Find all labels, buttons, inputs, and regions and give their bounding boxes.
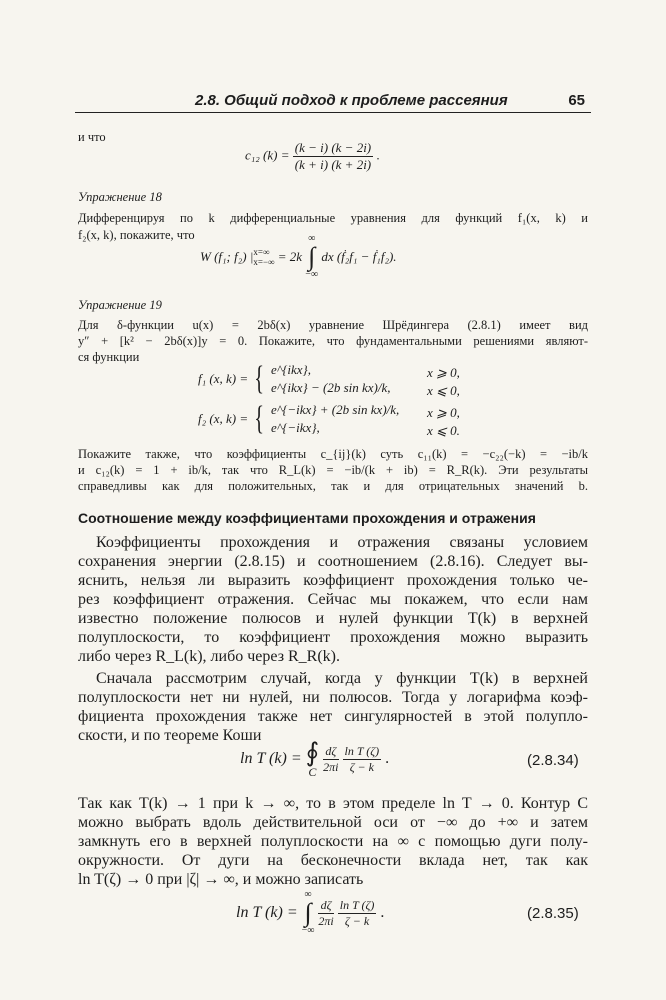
case-2: e^{ikx} − (2b sin kx)/k, — [270, 380, 391, 395]
contour-symbol: ∮ — [305, 738, 320, 767]
integral-lower-limit: −∞ — [305, 269, 319, 280]
piecewise-cases — [271, 401, 399, 437]
paragraph-line: фициента прохождения также нет сингулярностей в этой полупло- — [78, 708, 588, 725]
fraction — [323, 744, 338, 775]
f1-condition-2: x ⩽ 0, — [427, 383, 460, 398]
equation-lhs: c₁₂ (k) = — [245, 147, 290, 163]
fraction-denominator: 2πi — [323, 759, 339, 774]
case-1: e^{ikx}, — [270, 362, 311, 377]
evaluation-limits — [253, 247, 274, 267]
integral-upper-limit: ∞ — [304, 889, 312, 900]
exercise-19-line-2: y″ + [k² − 2bδ(x)]y = 0. Покажите, что фундаментальными решениями являют- — [78, 334, 588, 348]
equation-2-8-34 — [240, 740, 389, 778]
equation-tail: . — [385, 750, 390, 767]
equation-mid: = 2k — [277, 249, 303, 264]
paragraph-line: можно выбрать вдоль действительной оси от −∞ до +∞ и затем — [78, 814, 588, 831]
exercise-19-title: Упражнение 19 — [78, 298, 162, 312]
paragraph-line: замкнуть его в верхней полуплоскости на ∞ с помощью дуги полу- — [78, 833, 588, 850]
fraction-numerator: ln T (ζ) — [339, 897, 375, 912]
equation-number-2-8-35: (2.8.35) — [527, 905, 579, 922]
f2-condition-2: x ⩽ 0. — [427, 423, 460, 438]
equation-2-8-35 — [236, 890, 384, 936]
paragraph-line: окружности. От дуги на бесконечности вклада нет, так как — [78, 852, 588, 869]
paragraph-line: рез коэффициент отражения. Сейчас мы покажем, что если нам — [78, 591, 588, 608]
fraction-denominator: (k + i) (k + 2i) — [294, 157, 372, 172]
integrand: dx (ḟ₂f₁ − ḟ₁f₂). — [321, 249, 397, 264]
paragraph-line: либо через R_L(k), либо через R_R(k). — [78, 648, 341, 665]
page-number: 65 — [568, 92, 585, 109]
paragraph-line: Так как T(k) → 1 при k → ∞, то в этом пределе ln T → 0. Контур C — [78, 795, 588, 812]
fraction-numerator: (k − i) (k − 2i) — [294, 140, 372, 155]
paragraph-line: полуплоскости нет ни нулей, ни полюсов. Тогда у логарифма коэф- — [78, 689, 588, 706]
paragraph-line: сохранения энергии (2.8.15) и соотношением (2.8.16). Следует вы- — [78, 553, 588, 570]
piecewise-cases — [271, 361, 391, 397]
fraction-numerator: dζ — [318, 898, 333, 914]
equation-lhs: ln T (k) = — [240, 750, 302, 767]
paragraph-line: скости, и по теореме Коши — [78, 727, 262, 744]
exercise-19-line-4: Покажите также, что коэффициенты c_{ij}(k) суть c₁₁(k) = −c₂₂(−k) = −ib/k — [78, 447, 588, 461]
equation-f1: f₁ (x, k) = { e^{ikx}, e^{ikx} − (2b sin kx)/k, — [198, 360, 391, 397]
paragraph-line: яснить, нельзя ли выразить коэффициент прохождения только че- — [78, 572, 588, 589]
exercise-19-line-3: ся функции — [78, 350, 140, 364]
exercise-18-line-1: Дифференцируя по k дифференциальные уравнения для функций f₁(x, k) и — [78, 211, 588, 225]
contour-label: C — [308, 765, 317, 779]
f1-condition-1: x ⩾ 0, — [427, 365, 460, 380]
integral-upper-limit: ∞ — [308, 233, 316, 244]
case-2: e^{−ikx}, — [270, 420, 320, 435]
equation-number-2-8-34: (2.8.34) — [527, 752, 579, 769]
fraction — [318, 898, 333, 929]
integral-sign: ∞ ∫ −∞ — [301, 889, 315, 936]
fraction-numerator: dζ — [323, 744, 338, 760]
paragraph-line: известно положение полюсов и нулей функции T(k) в верхней — [78, 610, 588, 627]
equation-c12 — [245, 140, 380, 173]
equation-lhs: f₂ (x, k) = — [198, 411, 249, 426]
paragraph-line: ln T(ζ) → 0 при |ζ| → ∞, и можно записать — [78, 871, 364, 888]
integral-sign: ∞ ∫ −∞ — [305, 233, 319, 280]
running-header — [75, 90, 591, 113]
equation-tail: . — [380, 904, 385, 921]
exercise-18-title: Упражнение 18 — [78, 190, 162, 204]
exercise-19-line-6: справедливы как для положительных, так и для отрицательных значений b. — [78, 479, 588, 493]
paragraph-line: полуплоскости, то коэффициент прохождения можно выразить — [78, 629, 588, 646]
exercise-19-line-5: и c₁₂(k) = 1 + ib/k, так что R_L(k) = −ib/(k + ib) = R_R(k). Эти результаты — [78, 463, 588, 477]
equation-lhs: W (f₁; f₂) | — [200, 249, 254, 264]
f2-condition-1: x ⩾ 0, — [427, 405, 460, 420]
equation-f2: f₂ (x, k) = { e^{−ikx} + (2b sin kx)/k, e^{−ikx}, — [198, 400, 400, 437]
exercise-18-line-2: f₂(x, k), покажите, что — [78, 228, 195, 242]
exercise-19-line-1: Для δ-функции u(x) = 2bδ(x) уравнение Шрёдингера (2.8.1) имеет вид — [78, 318, 588, 332]
equation-wronskian — [200, 234, 397, 280]
fraction — [338, 898, 377, 929]
equation-lhs: ln T (k) = — [236, 904, 298, 921]
paragraph-line: Коэффициенты прохождения и отражения связаны условием — [96, 534, 588, 551]
lower-limit: x=−∞ — [253, 257, 275, 267]
equation-tail: . — [376, 147, 380, 163]
paragraph-line: Сначала рассмотрим случай, когда у функции T(k) в верхней — [96, 670, 588, 687]
integral-lower-limit: −∞ — [301, 925, 315, 936]
running-title: 2.8. Общий подход к проблеме рассеяния — [195, 92, 508, 109]
contour-integral-sign — [306, 740, 320, 778]
fraction-denominator: ζ − k — [344, 913, 370, 928]
upper-limit: x=∞ — [253, 247, 270, 257]
section-title: Соотношение между коэффициентами прохождения и отражения — [78, 510, 536, 526]
intro-fragment: и что — [78, 130, 106, 144]
fraction — [293, 140, 373, 173]
fraction-numerator: ln T (ζ) — [344, 743, 380, 758]
equation-lhs: f₁ (x, k) = — [198, 371, 249, 386]
fraction-denominator: ζ − k — [349, 759, 374, 774]
case-1: e^{−ikx} + (2b sin kx)/k, — [270, 402, 400, 417]
fraction-denominator: 2πi — [318, 913, 334, 928]
fraction — [343, 744, 382, 775]
